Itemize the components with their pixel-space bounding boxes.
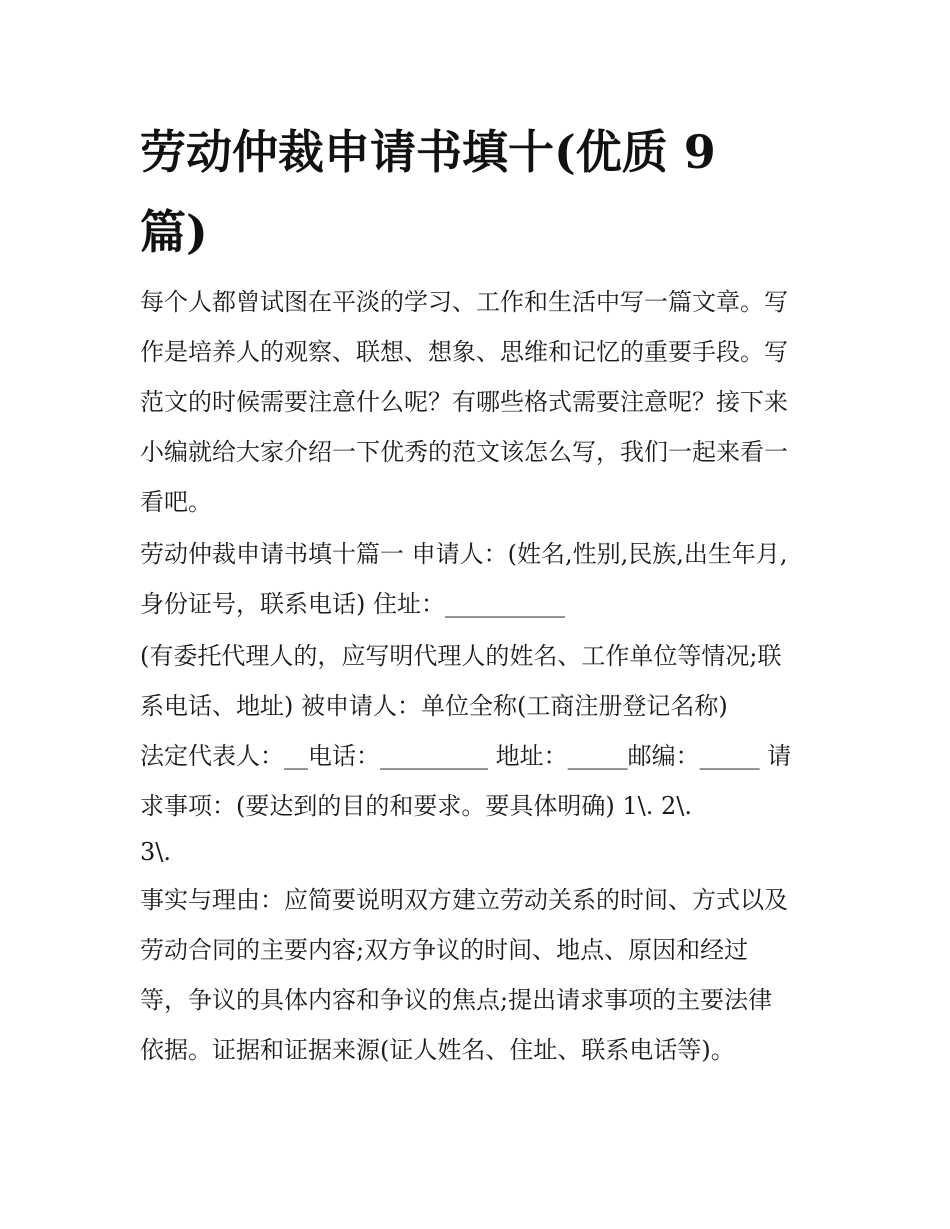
body-line: 范文的时候需要注意什么呢？有哪些格式需要注意呢？接下来 [140, 388, 788, 416]
body-line: 求事项：(要达到的目的和要求。要具体明确) 1\. 2\. [140, 792, 692, 820]
body-line: 3\. [140, 838, 171, 866]
body-line: 每个人都曾试图在平淡的学习、工作和生活中写一篇文章。写 [140, 288, 788, 316]
body-line: 事实与理由：应简要说明双方建立劳动关系的时间、方式以及 [140, 886, 788, 914]
body-line: 作是培养人的观察、联想、想象、思维和记忆的重要手段。写 [140, 338, 788, 366]
document-title [140, 112, 820, 272]
body-line: 等，争议的具体内容和争议的焦点;提出请求事项的主要法律 [140, 986, 773, 1014]
body-line: 劳动合同的主要内容;双方争议的时间、地点、原因和经过 [140, 936, 749, 964]
body-line: (有委托代理人的，应写明代理人的姓名、工作单位等情况;联 [140, 642, 782, 670]
body-line: 看吧。 [140, 488, 212, 516]
body-line: 依据。证据和证据来源(证人姓名、住址、联系电话等)。 [140, 1036, 735, 1064]
body-line: 系电话、地址) 被申请人：单位全称(工商注册登记名称) [140, 692, 728, 720]
body-line: 劳动仲裁申请书填十篇一 申请人：(姓名,性别,民族,出生年月, [140, 540, 788, 568]
title-line-1: 劳动仲裁申请书填十(优质 9 [140, 125, 716, 179]
title-line-2: 篇) [140, 205, 208, 259]
body-line: 小编就给大家介绍一下优秀的范文该怎么写，我们一起来看一 [140, 438, 788, 466]
body-line: 法定代表人：__电话：_________ 地址：_____邮编：_____ 请 [140, 742, 792, 770]
body-line: 身份证号，联系电话) 住址：__________ [140, 590, 565, 618]
